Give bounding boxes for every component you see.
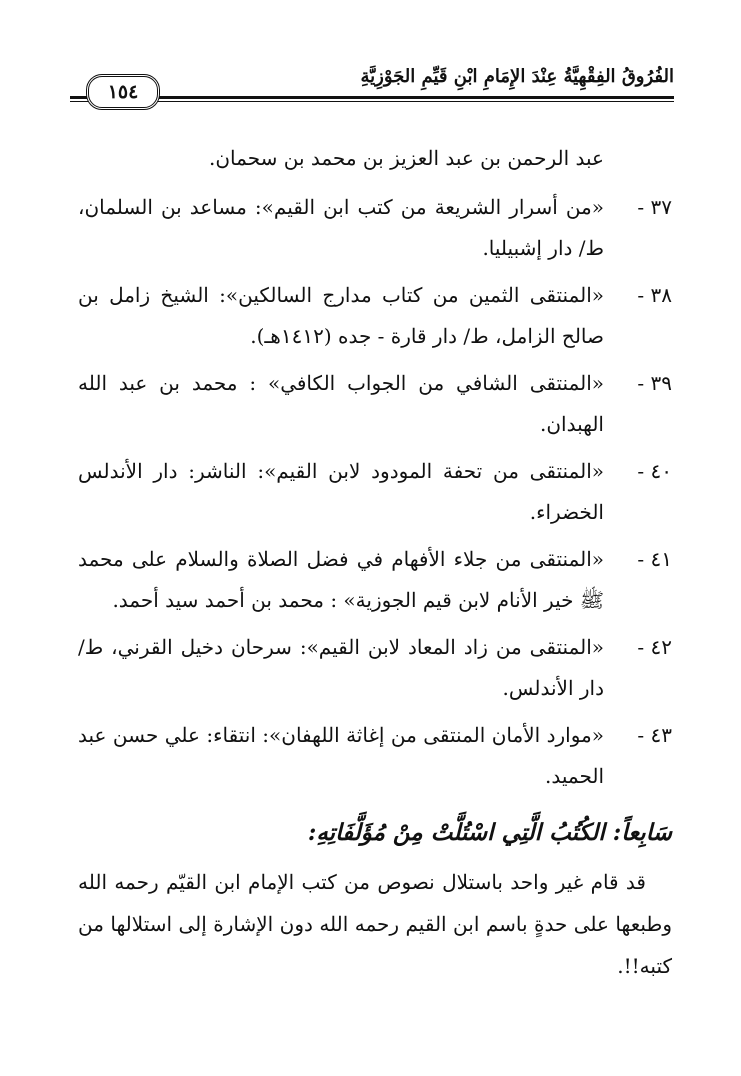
header-rule-thick (70, 96, 674, 99)
list-item (78, 715, 672, 797)
entry-text: «المنتقى الثمين من كتاب مدارج السالكين»: الشيخ زامل بن صالح الزامل، ط/ دار قارة - جده (١٤١٢هـ). (78, 283, 604, 348)
entry-text: «من أسرار الشريعة من كتب ابن القيم»: مساعد بن السلمان، ط/ دار إشبيليا. (78, 195, 604, 260)
entry-number: ٣٩ - (637, 371, 672, 395)
entry-number: ٣٧ - (637, 195, 672, 219)
entry-text: «المنتقى من جلاء الأفهام في فضل الصلاة والسلام على محمد ﷺ خير الأنام لابن قيم الجوزية» : محمد بن أحمد سيد أحمد. (78, 547, 604, 612)
list-item (78, 363, 672, 445)
section-heading: سَابِعاً: الكُتُبُ الَّتِي اسْتُلَّتْ مِنْ مُؤَلَّفَاتِهِ: (307, 819, 672, 846)
list-item (78, 451, 672, 533)
header-rule-thin (70, 101, 674, 102)
entry-number: ٤٣ - (637, 723, 672, 747)
entry-number: ٤٠ - (637, 459, 672, 483)
list-item (78, 275, 672, 357)
list-item (78, 627, 672, 709)
book-title: الفُرُوقُ الفِقْهِيَّةُ عِنْدَ الإِمَامِ ابْنِ قَيِّمِ الجَوْزِيَّةِ (360, 66, 674, 87)
entry-text: «المنتقى من زاد المعاد لابن القيم»: سرحان دخيل القرني، ط/ دار الأندلس. (78, 635, 604, 700)
page-content (78, 138, 672, 987)
list-item (78, 539, 672, 621)
entry-text: «المنتقى من تحفة المودود لابن القيم»: الناشر: دار الأندلس الخضراء. (78, 459, 604, 524)
entry-text: «موارد الأمان المنتقى من إغاثة اللهفان»: انتقاء: علي حسن عبد الحميد. (78, 723, 604, 788)
entry-text: «المنتقى الشافي من الجواب الكافي» : محمد بن عبد الله الهبدان. (78, 371, 604, 436)
entry-number: ٤٢ - (637, 635, 672, 659)
entry-number: ٤١ - (637, 547, 672, 571)
continuation-line: عبد الرحمن بن عبد العزيز بن محمد بن سحمان. (209, 146, 604, 170)
entry-number: ٣٨ - (637, 283, 672, 307)
list-item (78, 187, 672, 269)
running-header (70, 60, 674, 120)
section-body: قد قام غير واحد باستلال نصوص من كتب الإمام ابن القيّم رحمه الله وطبعها على حدةٍ باسم ابن القيم رحمه الله دون الإشارة إلى استلالها من كتبه!!. (78, 870, 672, 978)
page-number: ١٥٤ (86, 74, 160, 110)
